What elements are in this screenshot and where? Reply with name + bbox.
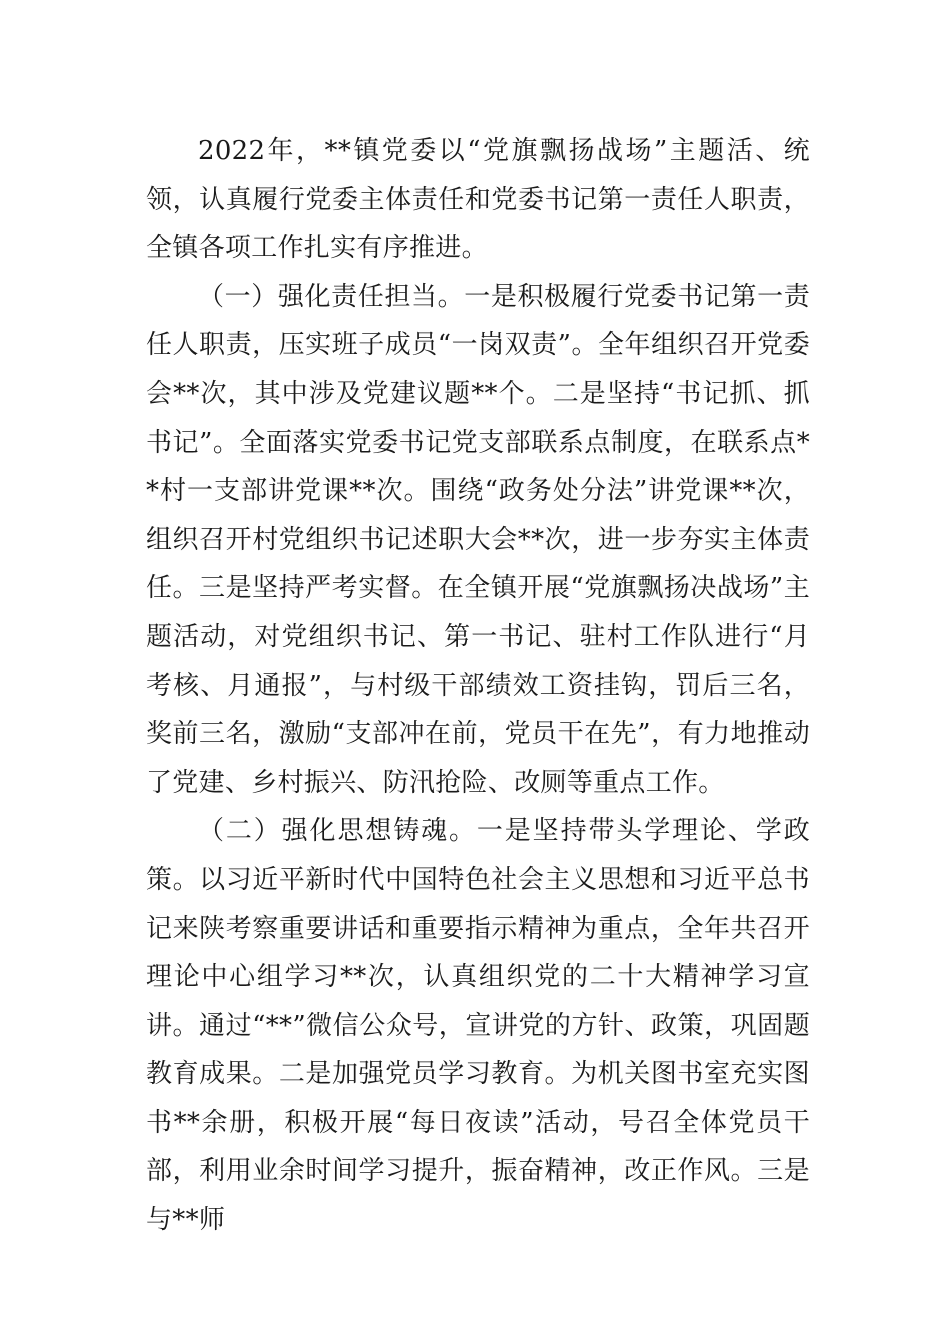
document-body (146, 127, 810, 1245)
paragraph-ideology: （二）强化思想铸魂。一是坚持带头学理论、学政策。以习近平新时代中国特色社会主义思想和习近平总书记来陕考察重要讲话和重要指示精神为重点，全年共召开理论中心组学习**次，认真组织党的二十大精神学习宣讲。通过“**”微信公众号，宣讲党的方针、政策，巩固题教育成果。二是加强党员学习教育。为机关图书室充实图书**余册，积极开展“每日夜读”活动，号召全体党员干部，利用业余时间学习提升，振奋精神，改正作风。三是与**师 (146, 816, 810, 1236)
paragraph-responsibility: （一）强化责任担当。一是积极履行党委书记第一责任人职责，压实班子成员“一岗双责”。全年组织召开党委会**次，其中涉及党建议题**个。二是坚持“书记抓、抓书记”。全面落实党委书记党支部联系点制度，在联系点**村一支部讲党课**次。围绕“政务处分法”讲党课**次，组织召开村党组织书记述职大会**次，进一步夯实主体责任。三是坚持严考实督。在全镇开展“党旗飘扬决战场”主题活动，对党组织书记、第一书记、驻村工作队进行“月考核、月通报”，与村级干部绩效工资挂钩，罚后三名，奖前三名，激励“支部冲在前，党员干在先”，有力地推动了党建、乡村振兴、防汛抢险、改厕等重点工作。 (146, 281, 810, 798)
paragraph-intro: 2022年，**镇党委以“党旗飘扬战场”主题活、统领，认真履行党委主体责任和党委书记第一责任人职责，全镇各项工作扎实有序推进。 (146, 136, 810, 264)
